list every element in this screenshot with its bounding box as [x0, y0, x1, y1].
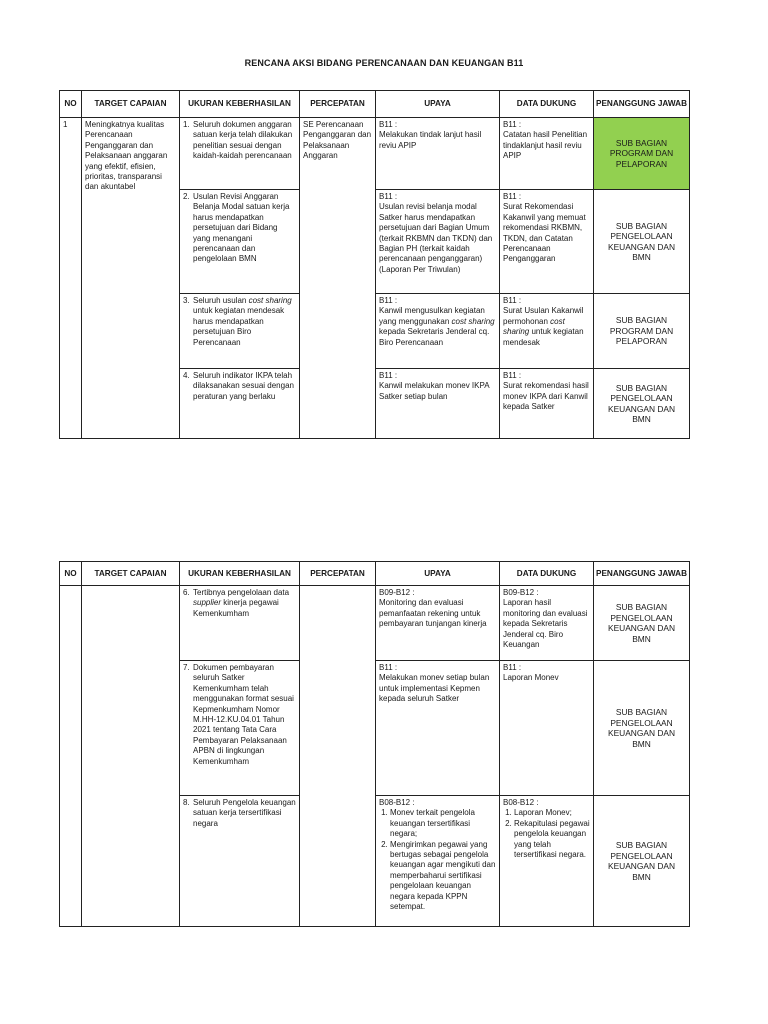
data-dukung-cell: B11 : Surat rekomendasi hasil monev IKPA dari Kanwil kepada Satker: [500, 369, 594, 439]
data-dukung-cell: B11 : Surat Rekomendasi Kakanwil yang memuat rekomendasi RKBMN, TKDN, dan Catatan Perencanaan Penganggaran: [500, 190, 594, 294]
data-dukung-list: [503, 808, 590, 860]
upaya-cell: B11 : Kanwil mengusulkan kegiatan yang menggunakan cost sharing kepada Sekretaris Jenderal cq. Biro Perencanaan: [376, 294, 500, 369]
penanggung-jawab: SUB BAGIAN PENGELOLAAN KEUANGAN DAN BMN: [594, 369, 690, 439]
percepatan-cell: SE Perencanaan Penganggaran dan Pelaksanaan Anggaran: [300, 118, 376, 439]
table-row: [60, 586, 690, 661]
header-upaya: UPAYA: [376, 562, 500, 586]
data-dukung-cell: B11 : Laporan Monev: [500, 661, 594, 796]
penanggung-jawab: SUB BAGIAN PENGELOLAAN KEUANGAN DAN BMN: [594, 190, 690, 294]
ukuran-cell: 1. Seluruh dokumen anggaran satuan kerja telah dilakukan penelitian sesuai dengan kaidah-kaidah perencanaan: [180, 118, 300, 190]
header-no: NO: [60, 562, 82, 586]
data-dukung-cell: B11 : Catatan hasil Penelitian tindaklanjut hasil reviu APIP: [500, 118, 594, 190]
percepatan-cell: [300, 586, 376, 927]
list-item: 1. Monev terkait pengelola keuangan tersertifikasi negara;: [390, 808, 496, 839]
penanggung-jawab: SUB BAGIAN PENGELOLAAN KEUANGAN DAN BMN: [594, 661, 690, 796]
penanggung-jawab: SUB BAGIAN PENGELOLAAN KEUANGAN DAN BMN: [594, 796, 690, 927]
data-dukung-cell: B09-B12 : Laporan hasil monitoring dan evaluasi kepada Sekretaris Jenderal cq. Biro Keuangan: [500, 586, 594, 661]
row-number: 1: [60, 118, 82, 439]
page-title: RENCANA AKSI BIDANG PERENCANAAN DAN KEUANGAN B11: [244, 58, 524, 68]
target-capaian: [82, 586, 180, 927]
upaya-list: [379, 808, 496, 912]
penanggung-jawab: SUB BAGIAN PENGELOLAAN KEUANGAN DAN BMN: [594, 586, 690, 661]
data-dukung-cell: B11 : Surat Usulan Kakanwil permohonan cost sharing untuk kegiatan mendesak: [500, 294, 594, 369]
upaya-cell: B11 : Melakukan tindak lanjut hasil reviu APIP: [376, 118, 500, 190]
ukuran-cell: 4. Seluruh indikator IKPA telah dilaksanakan sesuai dengan peraturan yang berlaku: [180, 369, 300, 439]
target-capaian: Meningkatnya kualitas Perencanaan Penganggaran dan Pelaksanaan anggaran yang efektif, efisien, prioritas, transparansi dan akuntabel: [82, 118, 180, 439]
ukuran-cell: 7. Dokumen pembayaran seluruh Satker Kemenkumham telah menggunakan format sesuai Kepmenkumham Nomor M.HH-12.KU.04.01 Tahun 2021 tentang Tata Cara Pembayaran Pelaksanaan APBN di lingkungan Kemenkumham: [180, 661, 300, 796]
header-penanggung: PENANGGUNG JAWAB: [594, 562, 690, 586]
penanggung-jawab: SUB BAGIAN PROGRAM DAN PELAPORAN: [594, 294, 690, 369]
header-upaya: UPAYA: [376, 91, 500, 118]
header-data-dukung: DATA DUKUNG: [500, 91, 594, 118]
upaya-cell: B11 : Melakukan monev setiap bulan untuk implementasi Kepmen kepada seluruh Satker: [376, 661, 500, 796]
action-plan-table-1: [59, 90, 690, 439]
upaya-cell: B09-B12 : Monitoring dan evaluasi pemanfaatan rekening untuk pembayaran tunjangan kinerja: [376, 586, 500, 661]
list-item: 2. Rekapitulasi pegawai pengelola keuangan yang telah tersertifikasi negara.: [514, 819, 590, 861]
header-ukuran: UKURAN KEBERHASILAN: [180, 91, 300, 118]
header-percepatan: PERCEPATAN: [300, 91, 376, 118]
header-target: TARGET CAPAIAN: [82, 91, 180, 118]
header-percepatan: PERCEPATAN: [300, 562, 376, 586]
list-item: 1. Laporan Monev;: [514, 808, 590, 818]
header-penanggung: PENANGGUNG JAWAB: [594, 91, 690, 118]
table-header-row: [60, 91, 690, 118]
header-ukuran: UKURAN KEBERHASILAN: [180, 562, 300, 586]
ukuran-cell: 6. Tertibnya pengelolaan data supplier kinerja pegawai Kemenkumham: [180, 586, 300, 661]
row-number: [60, 586, 82, 927]
header-data-dukung: DATA DUKUNG: [500, 562, 594, 586]
penanggung-jawab: SUB BAGIAN PROGRAM DAN PELAPORAN: [594, 118, 690, 190]
list-item: 2. Mengirimkan pegawai yang bertugas sebagai pengelola keuangan agar mengikuti dan memperbaharui sertifikasi pengelolaan keuangan negara kepada KPPN setempat.: [390, 840, 496, 913]
ukuran-cell: 8. Seluruh Pengelola keuangan satuan kerja tersertifikasi negara: [180, 796, 300, 927]
data-dukung-cell: B08-B12 : 1. Laporan Monev; 2. Rekapitulasi pegawai pengelola keuangan yang telah tersertifikasi negara.: [500, 796, 594, 927]
table-row: [60, 118, 690, 190]
ukuran-cell: 3. Seluruh usulan cost sharing untuk kegiatan mendesak harus mendapatkan persetujuan Biro Perencanaan: [180, 294, 300, 369]
upaya-cell: B08-B12 : 1. Monev terkait pengelola keuangan tersertifikasi negara; 2. Mengirimkan pegawai yang bertugas sebagai pengelola keuangan agar mengikuti dan memperbaharui sertifikasi pengelolaan keuangan negara kepada KPPN setempat.: [376, 796, 500, 927]
header-target: TARGET CAPAIAN: [82, 562, 180, 586]
header-no: NO: [60, 91, 82, 118]
upaya-cell: B11 : Kanwil melakukan monev IKPA Satker setiap bulan: [376, 369, 500, 439]
upaya-cell: B11 : Usulan revisi belanja modal Satker harus mendapatkan persetujuan dari Bagian Umum (terkait RKBMN dan TKDN) dan Bagian PH (terkait kaidah perencanaan penganggaran) (Laporan Per Triwulan): [376, 190, 500, 294]
table-header-row: [60, 562, 690, 586]
action-plan-table-2: [59, 561, 690, 927]
ukuran-cell: 2. Usulan Revisi Anggaran Belanja Modal satuan kerja harus mendapatkan persetujuan dari Bidang yang menangani perencanaan dan pengelolaan BMN: [180, 190, 300, 294]
